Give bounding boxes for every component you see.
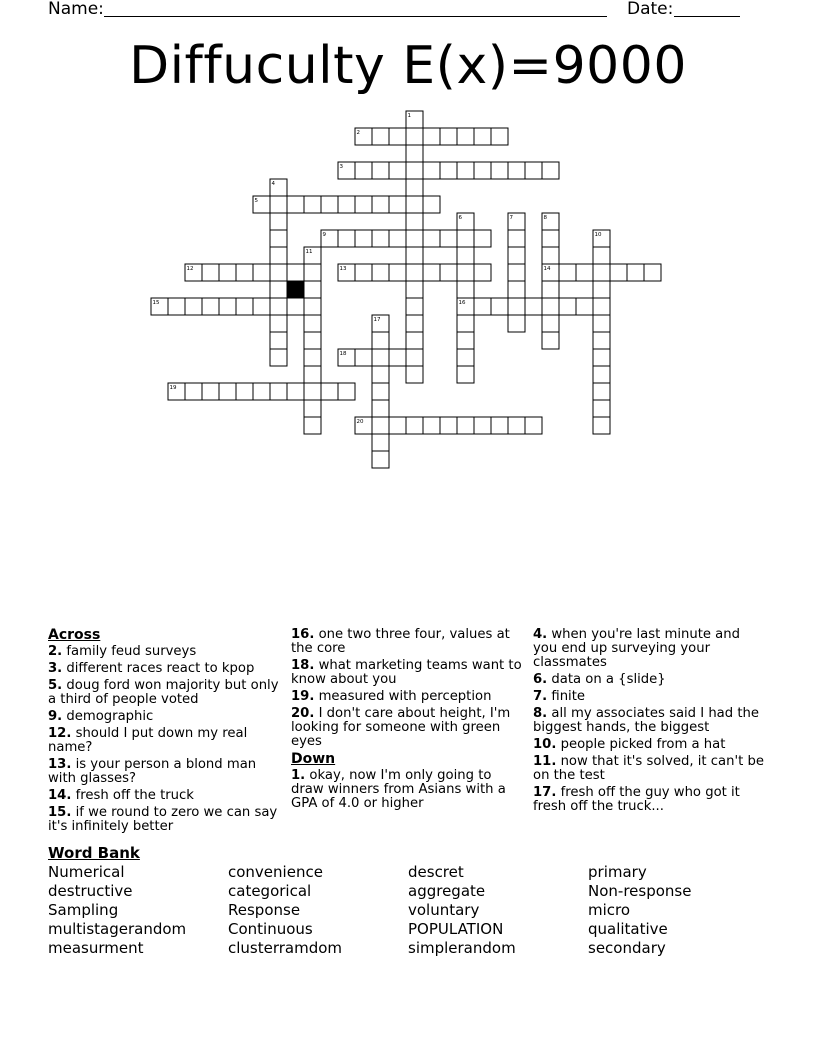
word-bank-item: descret (408, 863, 464, 881)
grid-cell[interactable] (457, 366, 474, 383)
grid-cell[interactable] (525, 162, 542, 179)
grid-cell[interactable] (508, 162, 525, 179)
grid-cell[interactable] (491, 298, 508, 315)
grid-cell[interactable] (270, 315, 287, 332)
grid-cell[interactable] (287, 264, 304, 281)
grid-cell[interactable] (457, 349, 474, 366)
grid-cell[interactable] (406, 366, 423, 383)
grid-cell[interactable] (236, 383, 253, 400)
clue-number-label: 14 (543, 266, 551, 272)
grid-cell[interactable] (287, 383, 304, 400)
grid-cell[interactable] (389, 196, 406, 213)
grid-cell[interactable] (270, 196, 287, 213)
grid-cell[interactable] (542, 315, 559, 332)
grid-cell[interactable] (457, 332, 474, 349)
grid-cell[interactable] (542, 230, 559, 247)
grid-cell[interactable] (304, 281, 321, 298)
grid-cell[interactable] (219, 383, 236, 400)
word-bank-item: convenience (228, 863, 323, 881)
grid-cell[interactable] (423, 162, 440, 179)
grid-cell[interactable] (593, 315, 610, 332)
grid-cell[interactable] (508, 264, 525, 281)
grid-cell[interactable] (270, 332, 287, 349)
grid-cell[interactable] (440, 162, 457, 179)
clue-number-label: 5 (254, 198, 258, 204)
grid-cell[interactable] (270, 247, 287, 264)
clue-number-label: 19 (169, 385, 177, 391)
grid-cell[interactable] (355, 230, 372, 247)
grid-cell[interactable] (457, 162, 474, 179)
grid-cell[interactable] (389, 264, 406, 281)
clue-across-18: 18. what marketing teams want to know about you (291, 658, 522, 687)
grid-cell[interactable] (406, 349, 423, 366)
grid-cell[interactable] (610, 264, 627, 281)
clue-number-label: 17 (373, 317, 381, 323)
word-bank-item: primary (588, 863, 647, 881)
grid-cell[interactable] (593, 264, 610, 281)
grid-cell[interactable] (304, 196, 321, 213)
word-bank-item: clusterramdom (228, 939, 343, 957)
grid-cell[interactable] (525, 298, 542, 315)
word-bank-item: voluntary (408, 901, 480, 919)
grid-cell[interactable] (355, 264, 372, 281)
grid-cell[interactable] (593, 247, 610, 264)
grid-cell[interactable] (406, 145, 423, 162)
clue-across-5: 5. doug ford won majority but only a third of people voted (48, 678, 279, 707)
grid-cell[interactable] (372, 451, 389, 468)
clue-down-8: 8. all my associates said I had the biggest hands, the biggest (533, 706, 759, 735)
word-bank-item: POPULATION (408, 920, 504, 938)
grid-cell[interactable] (406, 230, 423, 247)
clue-down-7: 7. finite (533, 689, 586, 704)
grid-cell[interactable] (457, 230, 474, 247)
grid-cell[interactable] (406, 179, 423, 196)
grid-cell[interactable] (372, 400, 389, 417)
clue-across-13: 13. is your person a blond man with glasses? (48, 757, 257, 786)
grid-cell[interactable] (372, 128, 389, 145)
grid-cell[interactable] (372, 230, 389, 247)
grid-cell[interactable] (406, 247, 423, 264)
clue-number-label: 4 (271, 181, 275, 187)
grid-cell[interactable] (440, 230, 457, 247)
clue-across-14: 14. fresh off the truck (48, 788, 194, 803)
grid-cell[interactable] (185, 298, 202, 315)
grid-cell[interactable] (593, 349, 610, 366)
grid-cell[interactable] (457, 281, 474, 298)
grid-cell[interactable] (525, 417, 542, 434)
grid-cell[interactable] (389, 128, 406, 145)
page-title: Diffuculty E(x)=9000 (129, 36, 687, 96)
grid-cell[interactable] (406, 213, 423, 230)
grid-cell[interactable] (440, 417, 457, 434)
grid-cell[interactable] (406, 196, 423, 213)
black-cell (287, 281, 304, 298)
clue-number-label: 12 (186, 266, 194, 272)
date-label: Date: (627, 0, 674, 19)
grid-cell[interactable] (372, 332, 389, 349)
grid-cell[interactable] (406, 264, 423, 281)
grid-cell[interactable] (202, 298, 219, 315)
clue-number-label: 2 (356, 130, 360, 136)
grid-cell[interactable] (406, 162, 423, 179)
grid-cell[interactable] (304, 315, 321, 332)
grid-cell[interactable] (389, 349, 406, 366)
grid-cell[interactable] (270, 383, 287, 400)
grid-cell[interactable] (406, 332, 423, 349)
grid-cell[interactable] (389, 230, 406, 247)
grid-cell[interactable] (287, 196, 304, 213)
grid-cell[interactable] (508, 281, 525, 298)
word-bank-item: qualitative (588, 920, 668, 938)
grid-cell[interactable] (372, 383, 389, 400)
clue-across-12: 12. should I put down my real name? (48, 726, 248, 755)
grid-cell[interactable] (236, 264, 253, 281)
grid-cell[interactable] (304, 298, 321, 315)
grid-cell[interactable] (202, 264, 219, 281)
grid-cell[interactable] (542, 162, 559, 179)
word-bank-item: Continuous (228, 920, 313, 938)
grid-cell[interactable] (270, 349, 287, 366)
grid-cell[interactable] (474, 128, 491, 145)
grid-cell[interactable] (253, 383, 270, 400)
grid-cell[interactable] (270, 213, 287, 230)
grid-cell[interactable] (491, 162, 508, 179)
grid-cell[interactable] (423, 417, 440, 434)
grid-cell[interactable] (542, 281, 559, 298)
grid-cell[interactable] (423, 230, 440, 247)
clue-number-label: 20 (356, 419, 364, 425)
grid-cell[interactable] (202, 383, 219, 400)
word-bank-item: micro (588, 901, 631, 919)
grid-cell[interactable] (185, 383, 202, 400)
grid-cell[interactable] (440, 128, 457, 145)
grid-cell[interactable] (236, 298, 253, 315)
grid-cell[interactable] (219, 264, 236, 281)
grid-cell[interactable] (406, 281, 423, 298)
grid-cell[interactable] (372, 162, 389, 179)
grid-cell[interactable] (508, 298, 525, 315)
grid-cell[interactable] (304, 400, 321, 417)
clue-across-20: 20. I don't care about height, I'm looking for someone with green eyes (291, 706, 511, 749)
grid-cell[interactable] (593, 417, 610, 434)
clue-number-label: 11 (305, 249, 313, 255)
grid-cell[interactable] (474, 264, 491, 281)
grid-cell[interactable] (304, 349, 321, 366)
grid-cell[interactable] (372, 434, 389, 451)
grid-cell[interactable] (389, 162, 406, 179)
grid-cell[interactable] (372, 366, 389, 383)
clue-down-4: 4. when you're last minute and you end up surveying your classmates (533, 627, 740, 670)
clue-number-label: 15 (152, 300, 160, 306)
word-bank-item: simplerandom (408, 939, 516, 957)
grid-cell[interactable] (576, 264, 593, 281)
grid-cell[interactable] (457, 128, 474, 145)
grid-cell[interactable] (508, 417, 525, 434)
word-bank-heading: Word Bank (48, 844, 140, 862)
word-bank-item: Response (228, 901, 301, 919)
clue-down-17: 17. fresh off the guy who got it fresh off the truck... (533, 785, 740, 814)
grid-cell[interactable] (542, 332, 559, 349)
grid-cell[interactable] (304, 264, 321, 281)
grid-cell[interactable] (338, 383, 355, 400)
grid-cell[interactable] (457, 247, 474, 264)
grid-cell[interactable] (423, 128, 440, 145)
clue-number-label: 3 (339, 164, 343, 170)
grid-cell[interactable] (593, 281, 610, 298)
name-label: Name: (48, 0, 104, 19)
word-bank-item: categorical (228, 882, 312, 900)
grid-cell[interactable] (423, 264, 440, 281)
grid-cell[interactable] (372, 264, 389, 281)
grid-cell[interactable] (593, 332, 610, 349)
grid-cell[interactable] (406, 298, 423, 315)
across-heading: Across (48, 627, 101, 643)
grid-cell[interactable] (423, 196, 440, 213)
grid-cell[interactable] (491, 128, 508, 145)
grid-cell[interactable] (457, 315, 474, 332)
clue-across-16: 16. one two three four, values at the core (291, 627, 510, 656)
grid-cell[interactable] (304, 383, 321, 400)
clue-across-15: 15. if we round to zero we can say it's infinitely better (48, 805, 278, 834)
word-bank-item: measurment (48, 939, 144, 957)
grid-cell[interactable] (338, 196, 355, 213)
clue-across-19: 19. measured with perception (291, 689, 492, 704)
grid-cell[interactable] (304, 417, 321, 434)
grid-cell[interactable] (355, 349, 372, 366)
grid-cell[interactable] (304, 332, 321, 349)
grid-cell[interactable] (559, 298, 576, 315)
clue-number-label: 10 (594, 232, 602, 238)
grid-cell[interactable] (168, 298, 185, 315)
word-bank-item: Non-response (588, 882, 692, 900)
word-bank-item: Numerical (48, 863, 125, 881)
clue-down-1: 1. okay, now I'm only going to draw winners from Asians with a GPA of 4.0 or higher (291, 768, 506, 811)
grid-cell[interactable] (508, 230, 525, 247)
grid-cell[interactable] (253, 298, 270, 315)
clue-number-label: 7 (509, 215, 513, 221)
word-bank-item: aggregate (408, 882, 486, 900)
grid-cell[interactable] (644, 264, 661, 281)
clue-number-label: 13 (339, 266, 347, 272)
grid-cell[interactable] (219, 298, 236, 315)
grid-cell[interactable] (491, 417, 508, 434)
grid-cell[interactable] (270, 298, 287, 315)
grid-cell[interactable] (576, 298, 593, 315)
clues-column-3 (533, 628, 765, 817)
grid-cell[interactable] (593, 366, 610, 383)
clue-number-label: 16 (458, 300, 466, 306)
word-bank-item: multistagerandom (48, 920, 187, 938)
clue-number-label: 6 (458, 215, 462, 221)
grid-cell[interactable] (355, 162, 372, 179)
grid-cell[interactable] (457, 264, 474, 281)
clue-number-label: 9 (322, 232, 326, 238)
down-heading: Down (291, 751, 336, 767)
clue-down-10: 10. people picked from a hat (533, 737, 726, 752)
grid-cell[interactable] (474, 417, 491, 434)
clue-number-label: 18 (339, 351, 347, 357)
grid-cell[interactable] (593, 400, 610, 417)
grid-cell[interactable] (474, 230, 491, 247)
grid-cell[interactable] (372, 196, 389, 213)
clues-column-1 (48, 628, 280, 837)
grid-cell[interactable] (338, 230, 355, 247)
grid-cell[interactable] (406, 417, 423, 434)
grid-cell[interactable] (372, 417, 389, 434)
crossword-grid (0, 0, 816, 500)
grid-cell[interactable] (508, 247, 525, 264)
grid-cell[interactable] (287, 298, 304, 315)
grid-cell[interactable] (321, 383, 338, 400)
grid-cell[interactable] (270, 230, 287, 247)
grid-cell[interactable] (270, 281, 287, 298)
grid-cell[interactable] (559, 264, 576, 281)
grid-cell[interactable] (389, 417, 406, 434)
grid-cell[interactable] (593, 298, 610, 315)
grid-cell[interactable] (474, 162, 491, 179)
clue-down-11: 11. now that it's solved, it can't be on the test (533, 754, 764, 783)
clues-column-2 (291, 628, 523, 814)
grid-cell[interactable] (355, 196, 372, 213)
grid-cell[interactable] (440, 264, 457, 281)
clue-across-2: 2. family feud surveys (48, 644, 197, 659)
grid-cell[interactable] (270, 264, 287, 281)
grid-cell[interactable] (457, 417, 474, 434)
clue-across-9: 9. demographic (48, 709, 154, 724)
clue-number-label: 8 (543, 215, 547, 221)
clue-across-3: 3. different races react to kpop (48, 661, 255, 676)
grid-cell[interactable] (304, 366, 321, 383)
clue-down-6: 6. data on a {slide} (533, 672, 666, 687)
grid-cell[interactable] (542, 247, 559, 264)
grid-cell[interactable] (474, 298, 491, 315)
clue-number-label: 1 (407, 113, 411, 119)
word-bank-item: Sampling (48, 901, 119, 919)
grid-cell[interactable] (253, 264, 270, 281)
grid-cell[interactable] (542, 298, 559, 315)
grid-cell[interactable] (508, 315, 525, 332)
grid-cell[interactable] (406, 128, 423, 145)
grid-cell[interactable] (321, 196, 338, 213)
grid-cell[interactable] (593, 383, 610, 400)
grid-cell[interactable] (406, 315, 423, 332)
word-bank-item: destructive (48, 882, 133, 900)
word-bank-item: secondary (588, 939, 666, 957)
grid-cell[interactable] (372, 349, 389, 366)
grid-cell[interactable] (627, 264, 644, 281)
